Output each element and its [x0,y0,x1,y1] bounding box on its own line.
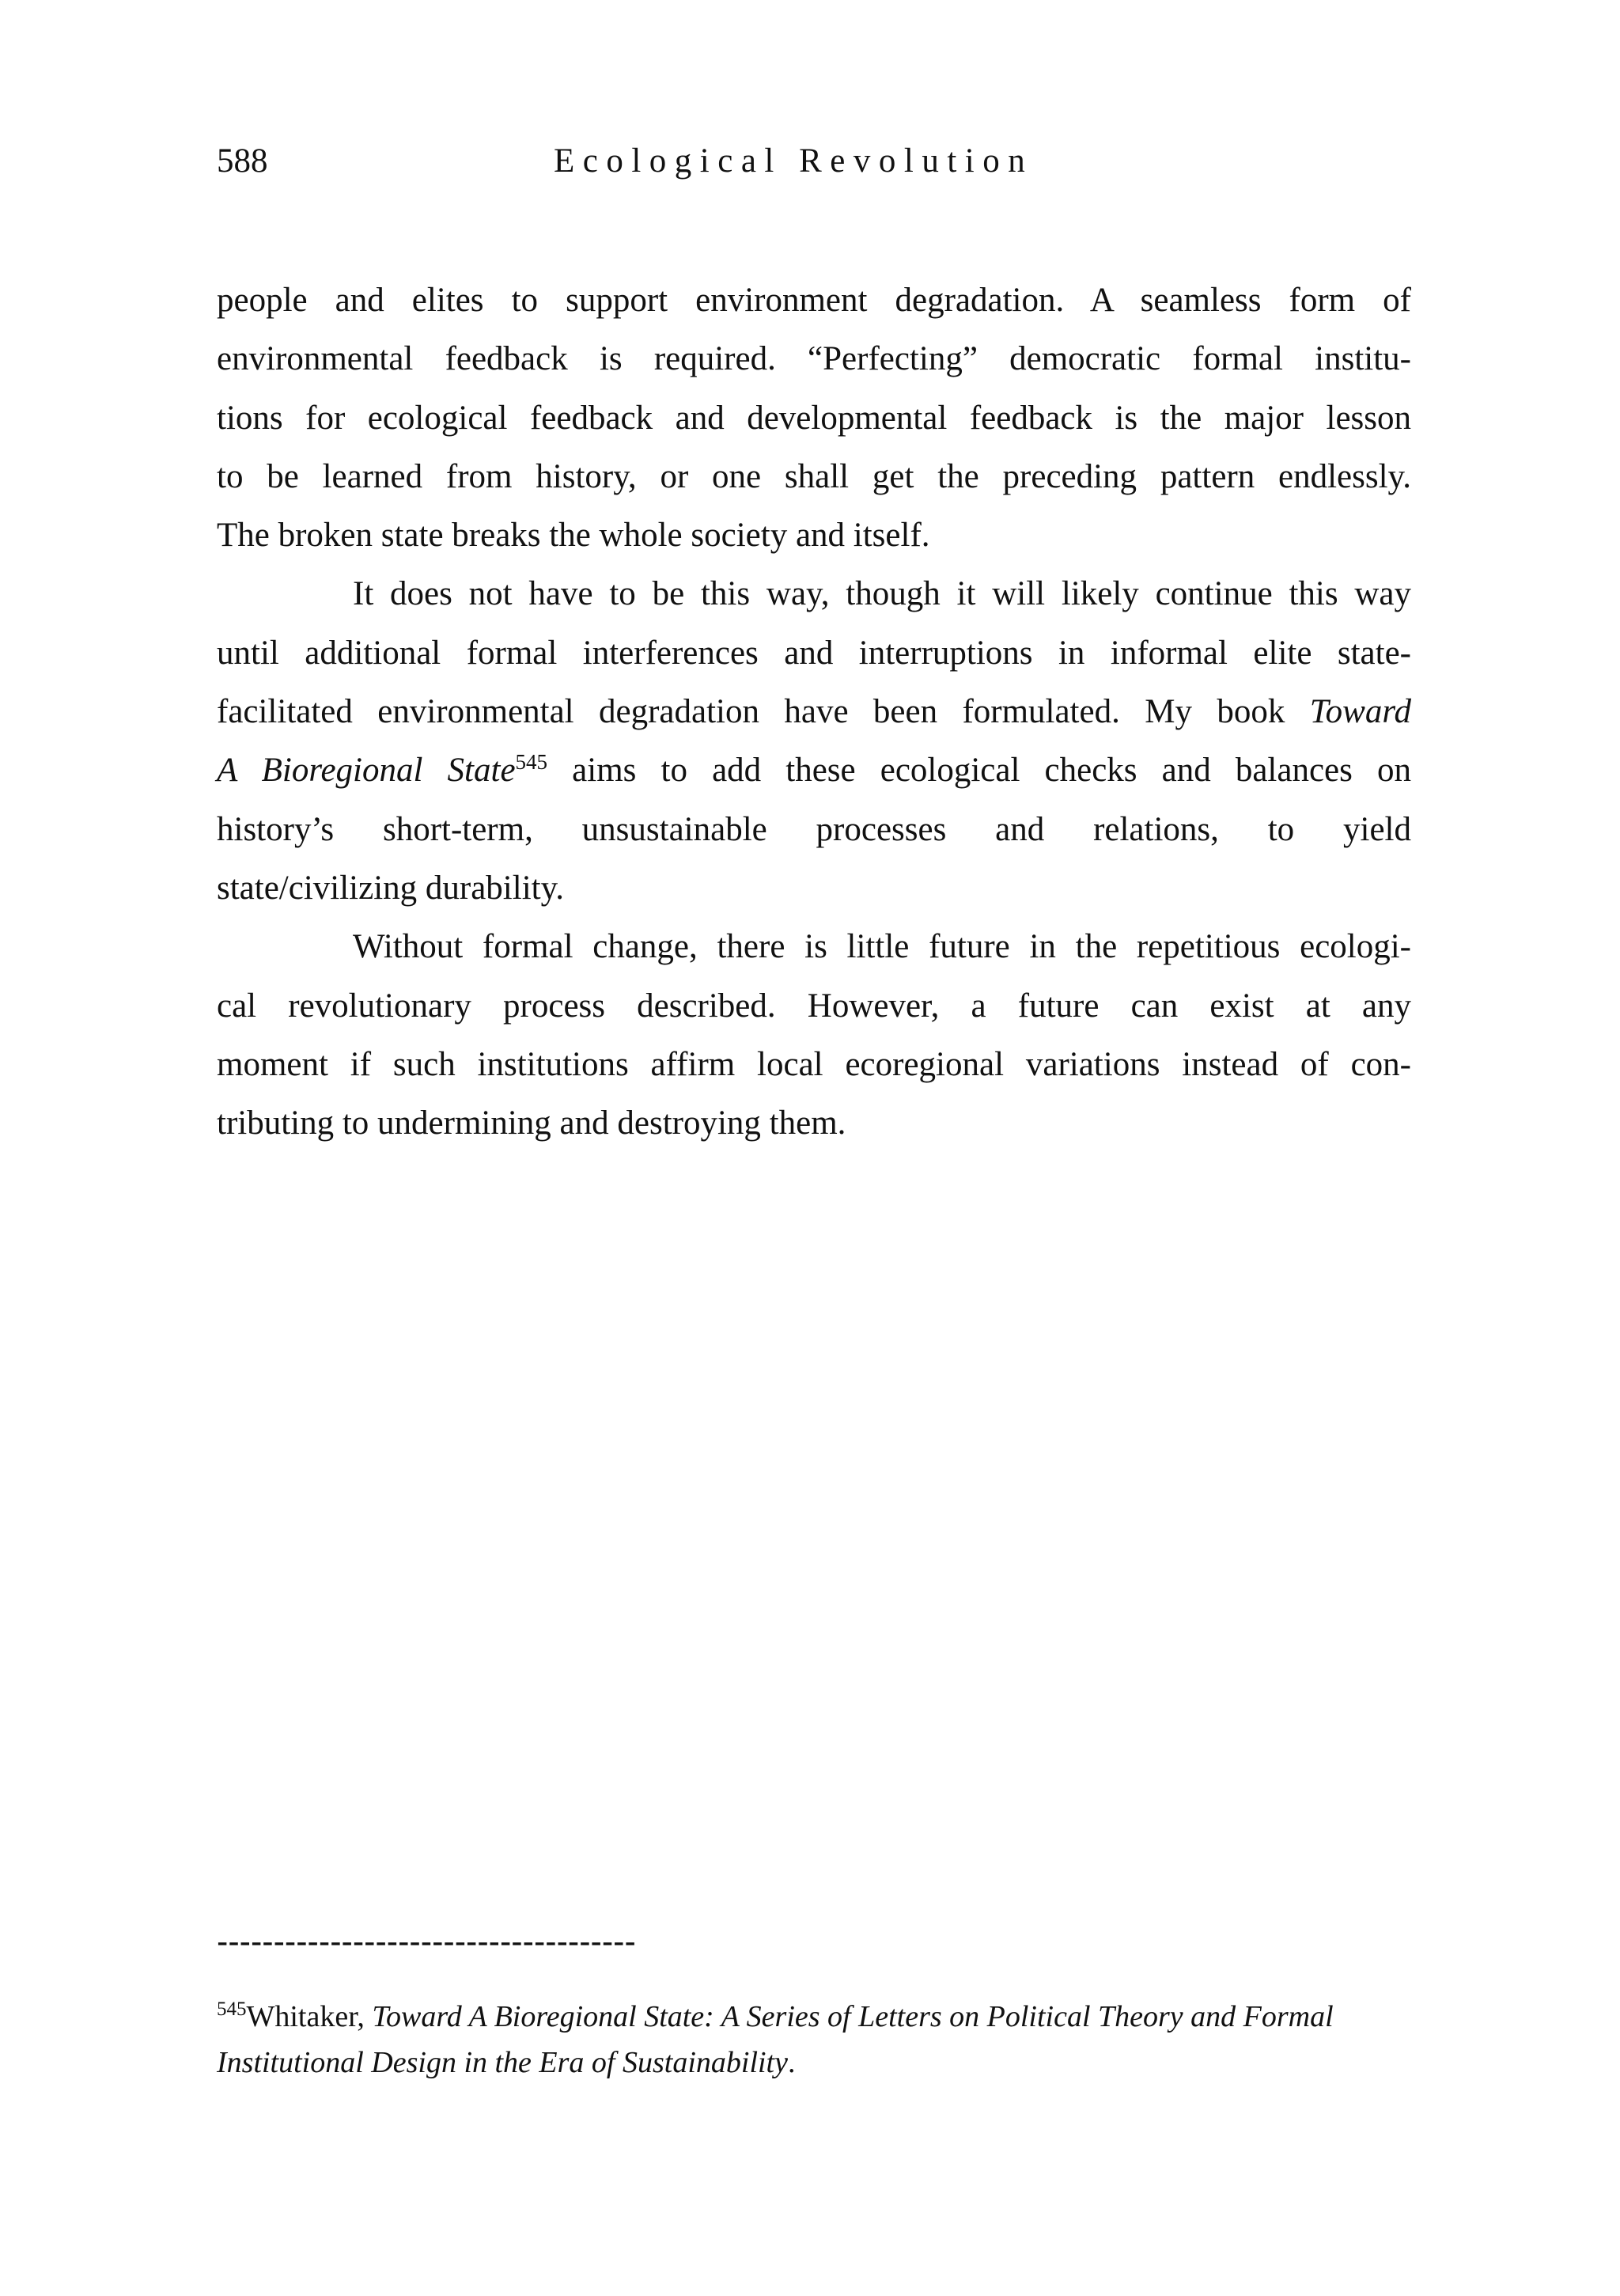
main-text [217,271,1411,1153]
text-line: history’s short-term, unsustainable processes and relations, to yield [217,810,1411,848]
footnote-end: . [787,2046,796,2079]
footnote-line [217,1994,1411,2040]
text-line: environmental feedback is required. “Perfecting” democratic formal institu- [217,340,1411,378]
book-title-part: A Bioregional State [217,752,516,790]
text-line: Without formal change, there is little future in the repetitious ecologi- [353,928,1411,966]
text-line: to be learned from history, or one shall get the preceding pattern endlessly. [217,457,1411,495]
text-segment: facilitated environmental degradation have been formulated. My book [217,693,1285,731]
text-line: people and elites to support environment degradation. A seamless form of [217,282,1411,319]
footnote-separator: ------------------------------------- [217,1923,636,1961]
text-line: tions for ecological feedback and developmental feedback is the major lesson [217,399,1411,437]
text-line: It does not have to be this way, though it will likely continue this way [353,575,1411,613]
book-title-part: Toward [1309,693,1411,731]
text-segment: aims to add these ecological checks and balances on [572,752,1411,790]
text-line: state/civilizing durability. [217,869,565,907]
footnote-545 [217,1994,1411,2086]
text-line: moment if such institutions affirm local ecoregional variations instead of con- [217,1045,1411,1083]
text-line: until additional formal interferences and interruptions in informal elite state- [217,634,1411,672]
page-number: 588 [217,142,268,180]
footnote-marker: 545 [217,1999,247,2020]
text-line [217,683,1411,741]
text-line: cal revolutionary process described. However, a future can exist at any [217,987,1411,1025]
footnote-reference[interactable]: 545 [515,750,548,775]
text-line: tributing to undermining and destroying them. [217,1104,846,1142]
footnote-line [217,2040,1411,2086]
footnote-title: Toward A Bioregional State: A Series of Letters on Political Theory and Formal [372,2000,1334,2033]
text-line: The broken state breaks the whole society and itself. [217,517,930,555]
text-line [217,741,1411,800]
running-title: Ecological Revolution [554,142,1034,180]
footnote-author: Whitaker, [246,2000,373,2033]
footnote-title: Institutional Design in the Era of Sustainability [217,2046,788,2079]
